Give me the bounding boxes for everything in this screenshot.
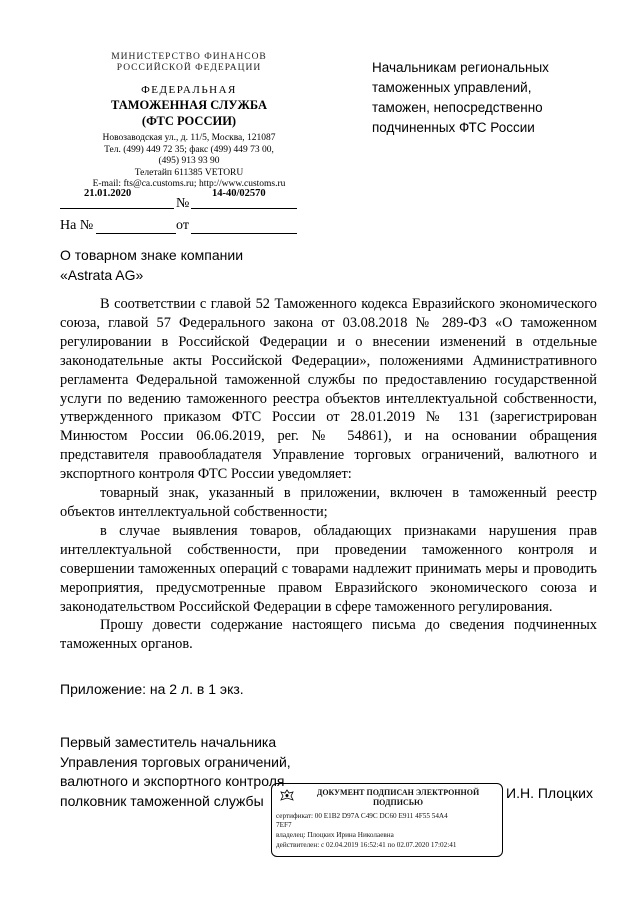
body-paragraph-3: в случае выявления товаров, обладающих признаками нарушения прав интеллектуальной собственности, при проведении таможенного контроля и совершении таможенных операций с товарами надлежит принимать меры и проводить мероприятия, предусмотренные правом Евразийского экономического союза и законодательством Российской Федерации в сфере таможенного регулирования. xyxy=(60,522,597,615)
phone: Тел. (499) 449 72 35; факс (499) 449 73 00, xyxy=(104,144,274,155)
addressee-line-4: подчиненных ФТС России xyxy=(372,120,535,135)
subject-line-1: О товарном знаке компании xyxy=(60,247,244,263)
addressee xyxy=(372,58,612,138)
number-sign: № xyxy=(176,196,190,211)
signer-line-4: полковник таможенной службы xyxy=(60,792,264,809)
stamp-certificate-2: 7EF7 xyxy=(276,821,292,829)
ref-from-label: от xyxy=(176,218,189,233)
address: Новозаводская ул., д. 11/5, Москва, 121087 xyxy=(102,133,276,143)
subject-line-2: «Astrata AG» xyxy=(60,267,144,283)
body-paragraph-4: Прошу довести содержание настоящего письма до сведения подчиненных таможенных органов. xyxy=(60,617,597,653)
date-underline xyxy=(60,208,174,209)
ministry-line-1: МИНИСТЕРСТВО ФИНАНСОВ xyxy=(111,52,267,62)
appendix-note: Приложение: на 2 л. в 1 экз. xyxy=(60,681,244,697)
stamp-title-line-2: ПОДПИСЬЮ xyxy=(372,798,424,807)
signer-line-3: валютного и экспортного контроля xyxy=(60,773,285,789)
registration-number: 14-40/02570 xyxy=(212,188,266,199)
phone-2: (495) 913 93 90 xyxy=(158,156,220,166)
body-paragraph-1: В соответствии с главой 52 Таможенного кодекса Евразийского экономического союза, главой 57 Федерального закона от 03.08.2018 № 289-ФЗ «О таможенном регулировании в Российской Федерации и о внесении изменений в отдельные законодательные акты Российской Федерации», положениями Административного регламента Федеральной таможенной службы по предоставлению государственной услуги по ведению таможенного реестра объектов интеллектуальной собственности, утвержденного приказом ФТС России от 28.01.2019 № 131 (зарегистрирован Минюстом России 06.06.2019, рег. № 54861), и на основании обращения представителя правообладателя Управление торговых ограничений, валютного и экспортного контроля ФТС России уведомляет: xyxy=(60,296,597,483)
stamp-title xyxy=(298,788,498,808)
addressee-line-2: таможенных управлений, xyxy=(372,80,532,95)
addressee-line-3: таможен, непосредственно xyxy=(372,100,543,115)
teletype: Телетайп 611385 VETORU xyxy=(134,167,244,178)
signer-name: И.Н. Плоцких xyxy=(506,785,593,801)
registration-date: 21.01.2020 xyxy=(84,188,132,199)
stamp-validity: действителен: с 02.04.2019 16:52:41 по 02.07.2020 17:02:41 xyxy=(276,841,457,849)
service-abbr: (ФТС РОССИИ) xyxy=(141,114,237,128)
email: E-mail: fts@ca.customs.ru; http://www.customs.ru xyxy=(92,179,286,189)
subject xyxy=(60,245,243,285)
ministry-line-2: РОССИЙСКОЙ ФЕДЕРАЦИИ xyxy=(116,63,262,73)
stamp-title-line-1: ДОКУМЕНТ ПОДПИСАН ЭЛЕКТРОННОЙ xyxy=(316,788,480,797)
number-underline xyxy=(191,208,297,209)
crest-icon xyxy=(279,789,295,803)
stamp-certificate: сертификат: 00 E1B2 D97A C49C DC60 E911 4F55 54A4 xyxy=(276,812,448,820)
letterhead xyxy=(58,52,320,191)
electronic-signature-stamp xyxy=(271,783,503,857)
ref-label: На № xyxy=(60,218,94,233)
signer-line-1: Первый заместитель начальника xyxy=(60,734,277,750)
signer-block xyxy=(60,733,291,811)
federal-label: ФЕДЕРАЛЬНАЯ xyxy=(141,84,237,96)
ref-number-underline xyxy=(96,233,176,234)
addressee-line-1: Начальникам региональных xyxy=(372,60,549,75)
stamp-owner: владелец: Плоцких Ирина Николаевна xyxy=(276,831,394,839)
service-name: ТАМОЖЕННАЯ СЛУЖБА xyxy=(111,98,267,112)
ref-date-underline xyxy=(191,233,297,234)
signer-line-2: Управления торговых ограничений, xyxy=(60,753,291,770)
body-paragraph-2: товарный знак, указанный в приложении, включен в таможенный реестр объектов интеллектуальной собственности; xyxy=(60,485,597,520)
letter-body xyxy=(60,295,597,654)
